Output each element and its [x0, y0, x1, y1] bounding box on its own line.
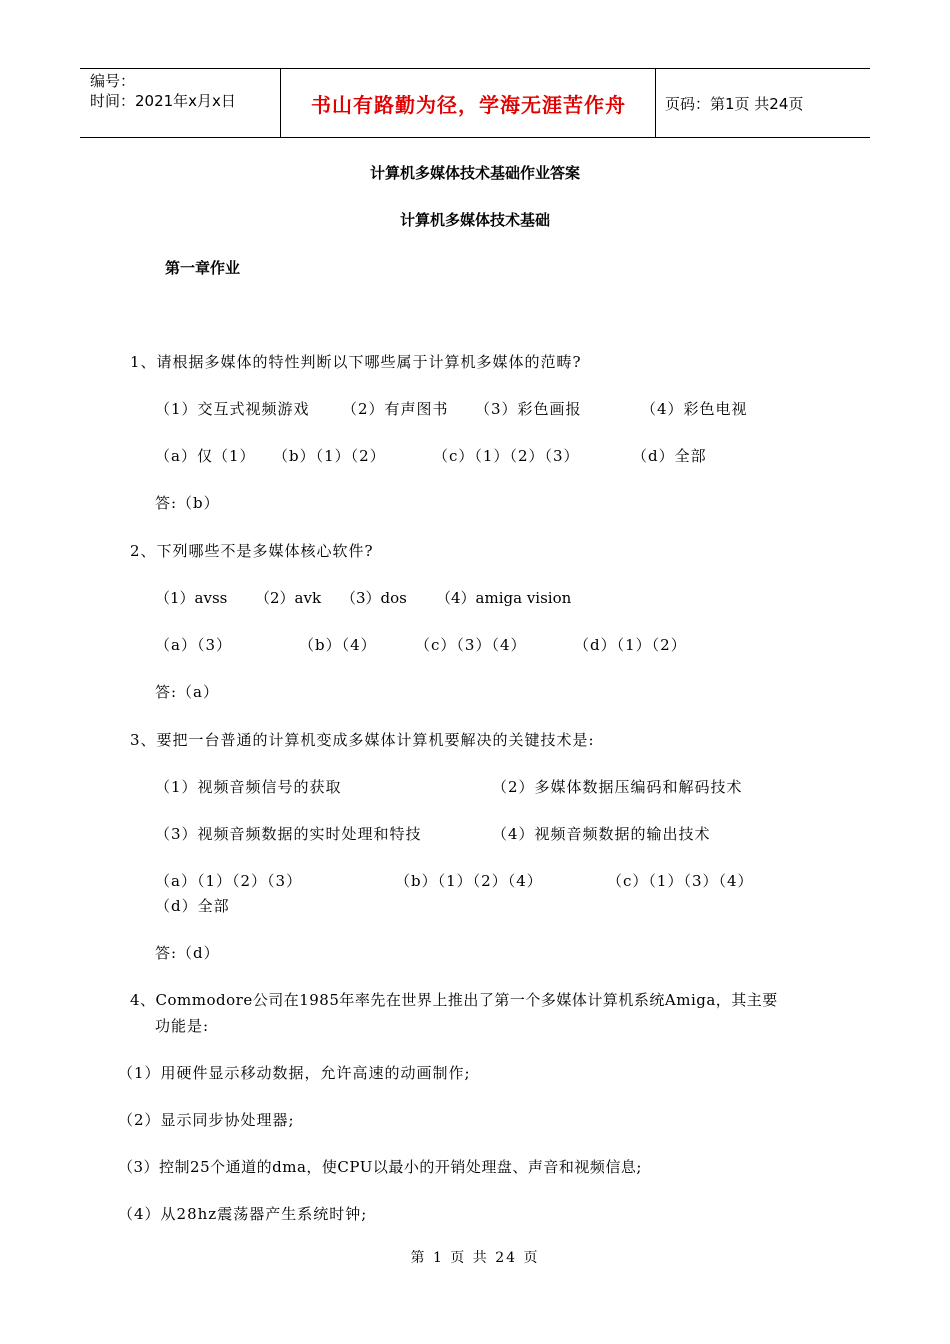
number-label: 编号：	[90, 72, 136, 90]
q2-item: （1）avss	[155, 589, 228, 607]
q3-item: （2）多媒体数据压编码和解码技术	[492, 778, 743, 796]
q2-item: （4）amiga vision	[436, 589, 572, 607]
q2-stem: 2、下列哪些不是多媒体核心软件?	[130, 542, 374, 560]
q2-choice: （d）（1）（2）	[574, 636, 687, 654]
q2-item: （3）dos	[341, 589, 407, 607]
q3-item: （1）视频音频信号的获取	[155, 778, 342, 796]
q3-choice: （b）（1）（2）（4）	[395, 872, 543, 890]
q3-answer: 答:（d）	[155, 944, 220, 962]
q4-item: （1）用硬件显示移动数据，允许高速的动画制作;	[118, 1064, 471, 1082]
q3-item: （4）视频音频数据的输出技术	[492, 825, 711, 843]
q4-item: （3）控制25个通道的dma，使CPU以最小的开销处理盘、声音和视频信息;	[118, 1158, 642, 1176]
header-page-info: 页码：第1页 共24页	[665, 94, 804, 113]
header-meta-cell	[80, 69, 281, 137]
q1-item: （3）彩色画报	[475, 400, 582, 418]
time-label: 时间：2021年x月x日	[90, 92, 236, 110]
q2-answer: 答:（a）	[155, 683, 219, 701]
q2-choice: （c）（3）（4）	[415, 636, 527, 654]
q3-item: （3）视频音频数据的实时处理和特技	[155, 825, 422, 843]
document-subtitle: 计算机多媒体技术基础	[399, 211, 550, 229]
chapter-heading: 第一章作业	[165, 259, 241, 277]
q1-answer: 答:（b）	[155, 494, 220, 512]
q3-choice: （a）（1）（2）（3）	[155, 872, 303, 890]
page-footer: 第 1 页 共 24 页	[410, 1250, 540, 1266]
q4-item: （2）显示同步协处理器;	[118, 1111, 295, 1129]
q3-choice: （d）全部	[155, 897, 230, 915]
document-title: 计算机多媒体技术基础作业答案	[369, 164, 580, 182]
q1-choice: （d）全部	[632, 447, 707, 465]
q4-stem-continued: 功能是:	[155, 1017, 210, 1035]
q1-item: （4）彩色电视	[641, 400, 748, 418]
q1-choice: （b）（1）（2）	[273, 447, 386, 465]
q3-choice: （c）（1）（3）（4）	[607, 872, 754, 890]
header-table	[80, 68, 870, 138]
q1-stem: 1、请根据多媒体的特性判断以下哪些属于计算机多媒体的范畴?	[130, 353, 582, 371]
q1-item: （2）有声图书	[342, 400, 449, 418]
q3-stem: 3、要把一台普通的计算机变成多媒体计算机要解决的关键技术是:	[130, 731, 595, 749]
q1-item: （1）交互式视频游戏	[155, 400, 310, 418]
header-motto: 书山有路勤为径，学海无涯苦作舟	[282, 69, 656, 137]
q1-choice: （a）仅（1）	[155, 447, 256, 465]
q1-choice: （c）（1）（2）（3）	[433, 447, 580, 465]
q2-choice: （a）（3）	[155, 636, 232, 654]
q2-choice: （b）（4）	[299, 636, 377, 654]
q2-item: （2）avk	[255, 589, 322, 607]
q4-stem: 4、Commodore公司在1985年率先在世界上推出了第一个多媒体计算机系统Amiga，其主要	[130, 991, 778, 1009]
q4-item: （4）从28hz震荡器产生系统时钟;	[118, 1205, 368, 1223]
